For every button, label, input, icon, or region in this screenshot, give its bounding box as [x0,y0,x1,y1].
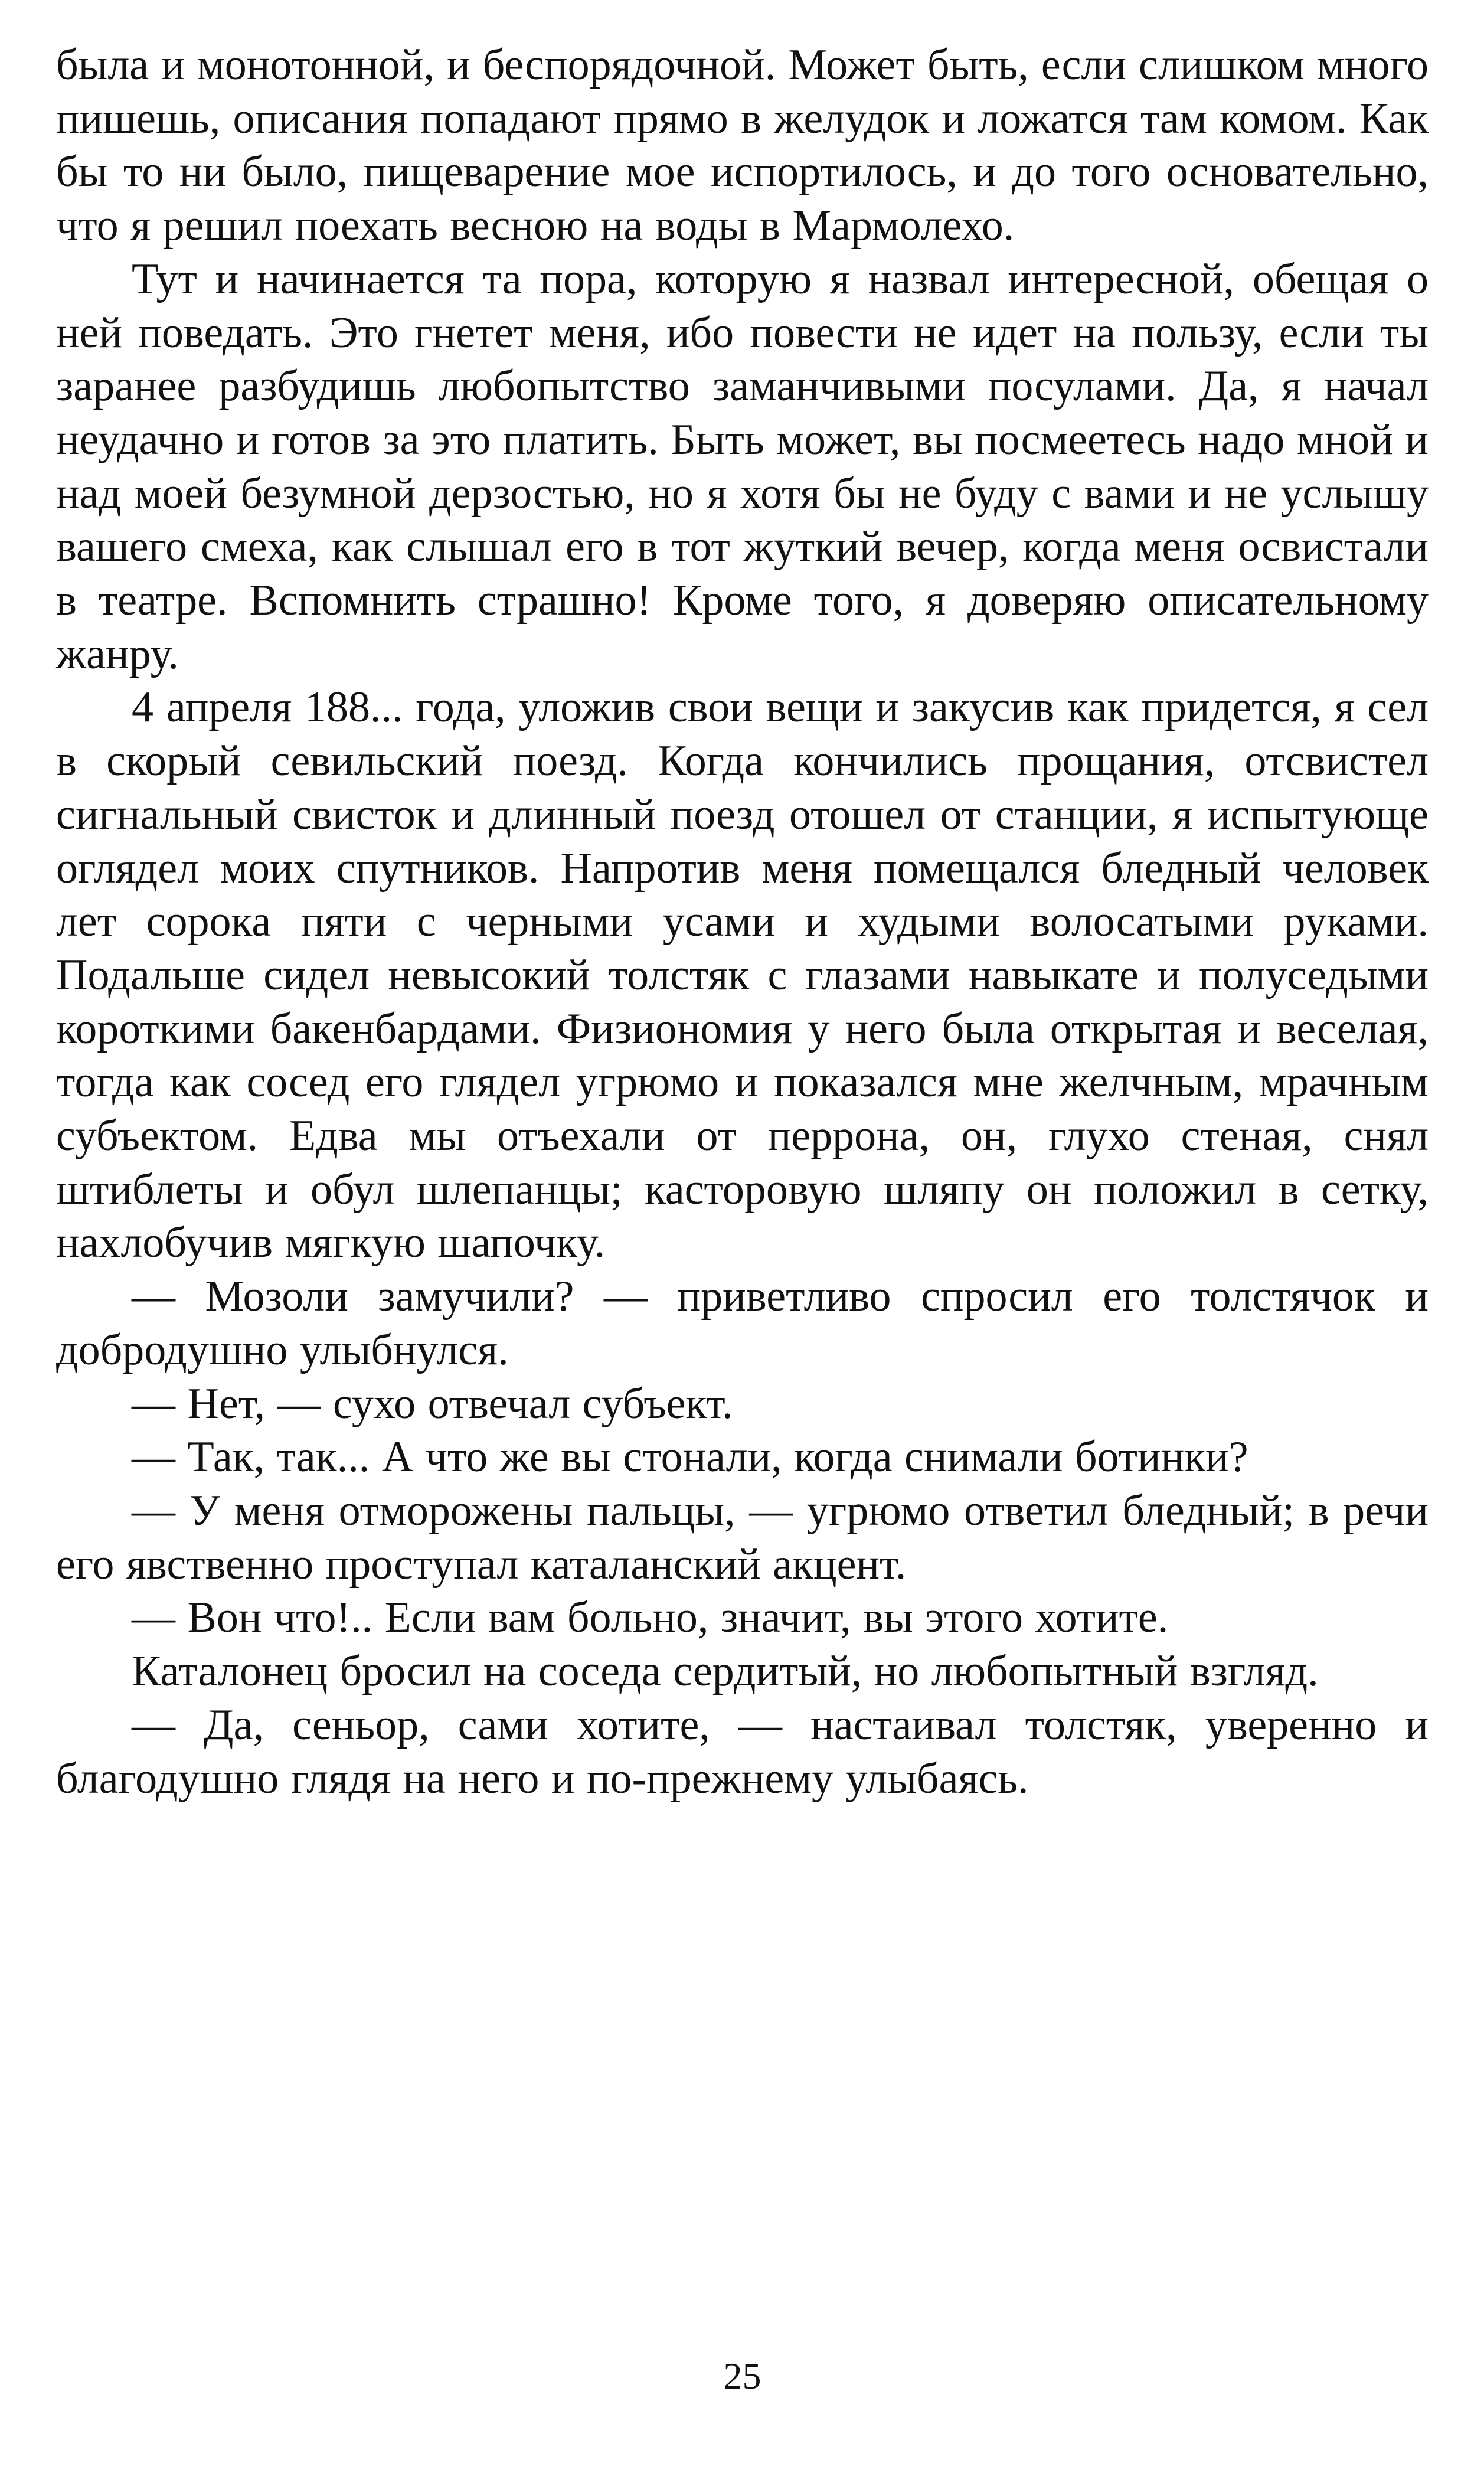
book-page [56,38,1429,2435]
paragraph-9: Каталонец бросил на соседа сердитый, но любопытный взгляд. [132,1647,1319,1696]
paragraph-6-dialogue: — Так, так... А что же вы стонали, когда снимали ботинки? [132,1433,1248,1482]
paragraph-5-dialogue: — Нет, — сухо отвечал субъект. [132,1379,733,1428]
body-text [56,38,1429,1805]
paragraph-7-dialogue: — У меня отморожены пальцы, — угрюмо ответил бледный; в речи его явственно проступал каталанский акцент. [56,1486,1429,1589]
paragraph-1: была и монотонной, и беспорядочной. Может быть, если слишком много пишешь, описания попадают прямо в желудок и ложатся там комом. Как бы то ни было, пищеварение мое испортилось, и до того основательно, что я решил поехать весною на воды в Мармолехо. [56,41,1429,250]
paragraph-4-dialogue: — Мозоли замучили? — приветливо спросил его толстячок и добродушно улыбнулся. [56,1272,1429,1374]
paragraph-3: 4 апреля 188... года, уложив свои вещи и закусив как придется, я сел в скорый севильский поезд. Когда кончились прощания, отсвистел сигнальный свисток и длинный поезд отошел от станции, я испытующе оглядел моих спутников. Напротив меня помещался бледный человек лет сорока пяти с черными усами и худыми волосатыми руками. Подальше сидел невысокий толстяк с глазами навыкате и полуседыми короткими бакенбардами. Физиономия у него была открытая и веселая, тогда как сосед его глядел угрюмо и показался мне желчным, мрачным субъектом. Едва мы отъехали от перрона, он, глухо стеная, снял штиблеты и обул шлепанцы; касторовую шляпу он положил в сетку, нахлобучив мягкую шапочку. [56,683,1429,1267]
page-number: 25 [723,2355,761,2397]
paragraph-2: Тут и начинается та пора, которую я назвал интересной, обещая о ней поведать. Это гнетет меня, ибо повести не идет на пользу, если ты заранее разбудишь любопытство заманчивыми посулами. Да, я начал неудачно и готов за это платить. Быть может, вы посмеетесь надо мной и над моей безумной дерзостью, но я хотя бы не буду с вами и не услышу вашего смеха, как слышал его в тот жуткий вечер, когда меня освистали в театре. Вспомнить страшно! Кроме того, я доверяю описательному жанру. [56,254,1429,678]
paragraph-10-dialogue: — Да, сеньор, сами хотите, — настаивал толстяк, уверенно и благодушно глядя на него и по-прежнему улыбаясь. [56,1700,1429,1803]
paragraph-8-dialogue: — Вон что!.. Если вам больно, значит, вы этого хотите. [132,1593,1169,1642]
